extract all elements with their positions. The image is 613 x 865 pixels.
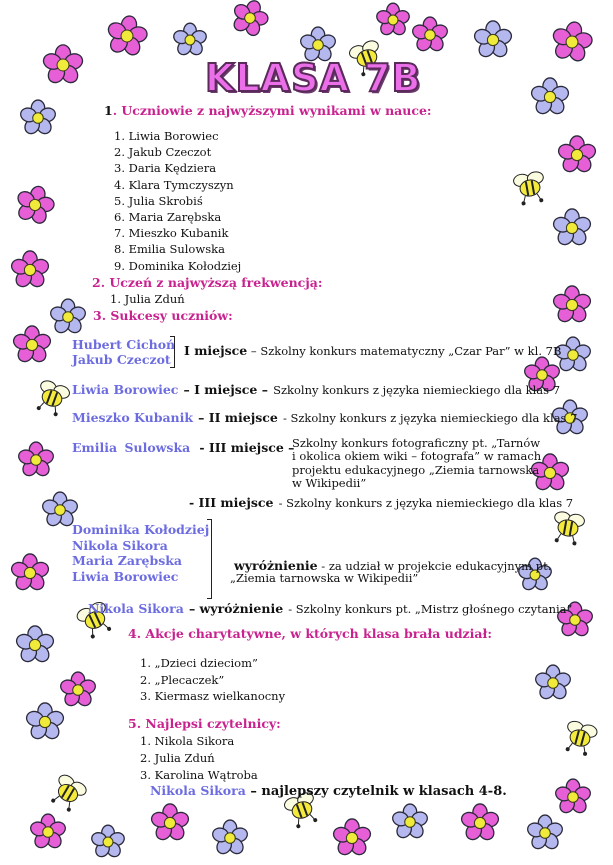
pink-flower-icon [375, 3, 411, 37]
blue-flower-icon [534, 665, 572, 701]
pink-flower-icon [460, 804, 501, 843]
list-item: 5. Julia Skrobiś [114, 193, 203, 208]
blue-flower-icon [49, 299, 87, 335]
achievement-row: I miejsce – Szkolny konkurs matematyczny „Czar Par” w kl. 7B [184, 343, 562, 358]
student-name: Nikola Sikora [72, 537, 168, 553]
section-5-heading: 5. Najlepsi czytelnicy: [128, 716, 281, 731]
pink-flower-icon [226, 0, 274, 42]
achievement-names [72, 337, 175, 367]
list-item: 1. Liwia Borowiec [114, 129, 219, 143]
bracket [170, 336, 175, 368]
pink-flower-icon [29, 814, 67, 850]
pink-flower-icon [10, 554, 51, 593]
bee-icon [47, 773, 88, 815]
blue-flower-icon [391, 804, 429, 840]
pink-flower-icon [557, 136, 598, 175]
student-name: Liwia Borowiec [72, 568, 179, 584]
achievement-row: Mieszko Kubanik – II miejsce - Szkolny konkurs z języka niemieckiego dla klas 7 [72, 410, 578, 425]
pink-flower-icon [411, 17, 449, 53]
list-item: 3. Kiermasz wielkanocny [140, 689, 286, 703]
page-title: KLASA 7B [205, 56, 422, 100]
list-item: 8. Emilia Sulowska [114, 242, 225, 257]
list-item: 4. Klara Tymczyszyn [114, 177, 234, 192]
pink-flower-icon [12, 326, 53, 365]
bee-icon [32, 379, 71, 418]
pink-flower-icon [332, 819, 373, 858]
list-item: 2. Julia Zduń [140, 751, 215, 765]
achievement-row: Nikola Sikora – wyróżnienie - Szkolny konkurs pt. „Mistrz głośnego czytania” [88, 601, 573, 616]
achievement-names [72, 522, 209, 584]
achievement-row: - III miejsce - Szkolny konkurs z języka niemieckiego dla klas 7 [189, 495, 574, 510]
pink-flower-icon [59, 672, 97, 708]
blue-flower-icon [90, 825, 126, 859]
achievement-description: „Ziemia tarnowska w Wikipedii” [230, 571, 419, 585]
blue-flower-icon [526, 815, 564, 851]
achievement-row: wyróżnienie - za udział w projekcie edukacyjnym pt. [234, 558, 552, 573]
pink-flower-icon [547, 18, 596, 66]
blue-flower-icon [172, 23, 208, 57]
list-item: 2. „Plecaczek” [140, 672, 225, 687]
blue-flower-icon [473, 21, 514, 60]
bee-icon [513, 171, 548, 207]
pink-flower-icon [102, 12, 151, 60]
pink-flower-icon [150, 804, 191, 843]
readers-list [140, 733, 258, 784]
section-4-heading: 4. Akcje charytatywne, w których klasa brała udział: [128, 626, 492, 641]
pink-flower-icon [10, 251, 51, 290]
achievement-row: Emilia Sulowska - III miejsce – [72, 440, 295, 455]
student-name: Maria Zarębska [72, 553, 183, 568]
section-3-heading: 3. Sukcesy uczniów: [93, 308, 233, 323]
achievement-description: Szkolny konkurs fotograficzny pt. „Tarnów i okolica okiem wiki – fotografa” w ramach projektu edukacyjnego „Ziemia tarnowska w Wikipedii” [292, 436, 542, 490]
blue-flower-icon [552, 209, 593, 248]
blue-flower-icon [530, 78, 571, 117]
pink-flower-icon [552, 286, 593, 325]
list-item: 2. Jakub Czeczot [114, 145, 212, 160]
list-item: 3. Karolina Wątroba [140, 768, 258, 782]
list-item: 1. Julia Zduń [110, 292, 185, 306]
top-students-list [114, 128, 241, 274]
list-item: 9. Dominika Kołodziej [114, 258, 242, 273]
pink-flower-icon [10, 181, 59, 229]
pink-flower-icon [554, 779, 592, 815]
bracket [207, 519, 212, 599]
blue-flower-icon [19, 100, 57, 136]
section-2-heading: 2. Uczeń z najwyższą frekwencją: [92, 275, 323, 290]
student-name: Dominika Kołodziej [72, 522, 210, 537]
bee-icon [550, 511, 585, 547]
achievement-row: Liwia Borowiec – I miejsce – Szkolny konkurs z języka niemieckiego dla klas 7 [72, 382, 561, 397]
section-1-heading: 1. Uczniowie z najwyższymi wynikami w nauce: [104, 103, 432, 118]
list-item: 6. Maria Zarębska [114, 210, 222, 225]
list-item: 1. „Dzieci dzieciom” [140, 656, 258, 670]
charity-list [140, 655, 285, 705]
list-item: 3. Daria Kędziera [114, 161, 217, 176]
pink-flower-icon [17, 442, 55, 478]
blue-flower-icon [15, 626, 56, 665]
student-name: Jakub Czeczot [72, 352, 171, 367]
bee-icon [561, 720, 598, 758]
student-name: Hubert Cichoń [72, 337, 176, 352]
blue-flower-icon [211, 820, 249, 856]
list-item: 1. Nikola Sikora [140, 734, 235, 748]
best-reader: Nikola Sikora – najlepszy czytelnik w klasach 4-8. [150, 783, 507, 799]
pink-flower-icon [41, 45, 84, 86]
list-item: 7. Mieszko Kubanik [114, 226, 229, 241]
blue-flower-icon [25, 703, 66, 742]
